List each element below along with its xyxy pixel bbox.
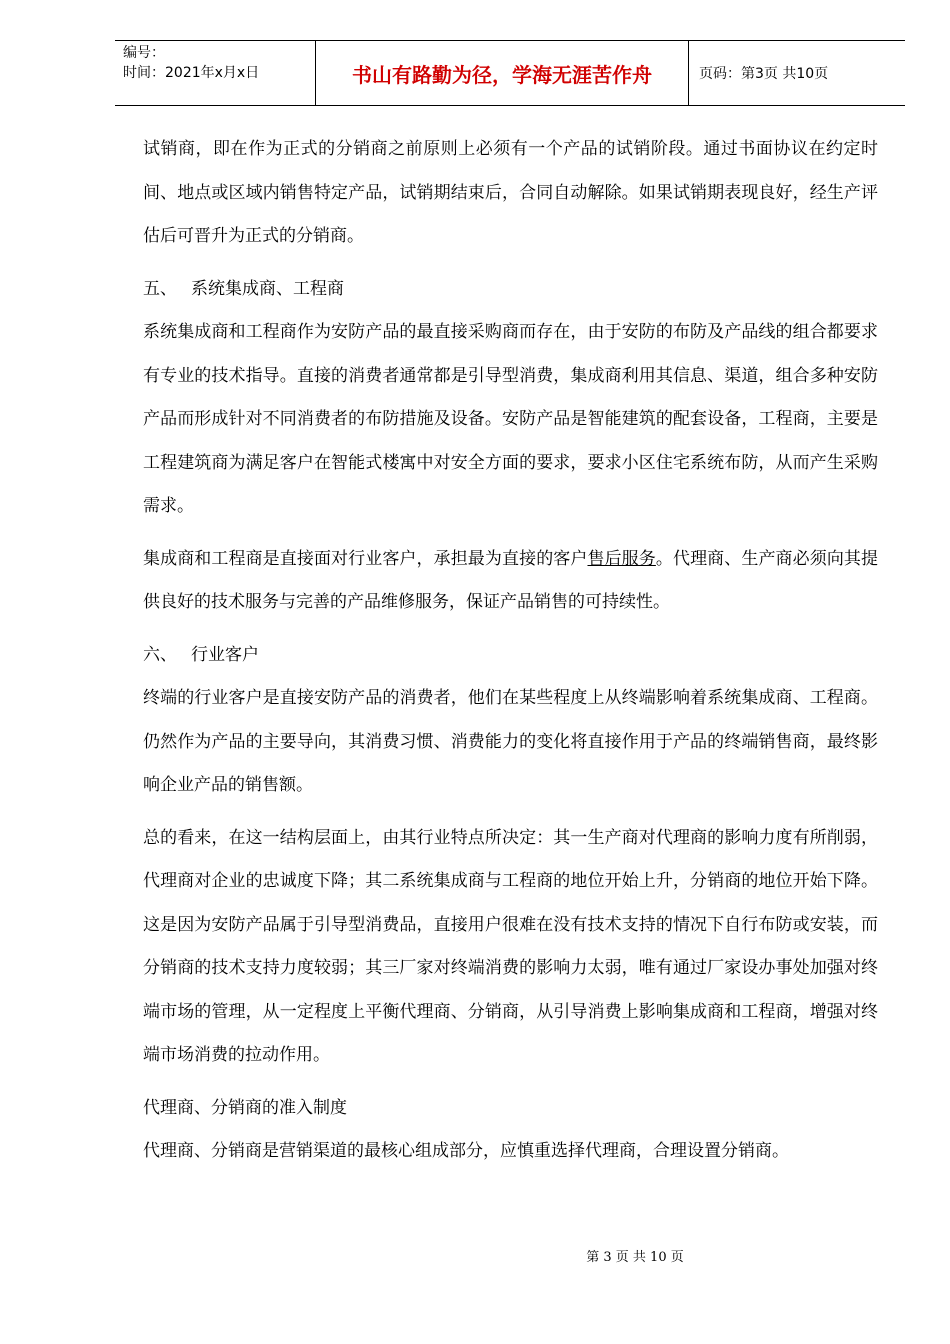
paragraph-text: 集成商和工程商是直接面对行业客户，承担最为直接的客户 bbox=[143, 548, 588, 569]
section-heading-6 bbox=[143, 634, 878, 678]
section-title: 行业客户 bbox=[191, 644, 259, 665]
document-body bbox=[143, 128, 878, 1174]
header-meta bbox=[115, 41, 316, 105]
section-title: 系统集成商、工程商 bbox=[191, 278, 344, 299]
page-header bbox=[115, 40, 905, 106]
paragraph-after-sales bbox=[143, 538, 878, 625]
paragraph-text: 。代理商、生产商必须向其提供良好的技术服务与完善的产品维修服务，保证产品销售的可持续性。 bbox=[143, 548, 879, 612]
section-heading-5 bbox=[143, 268, 878, 312]
section-heading-access: 代理商、分销商的准入制度 bbox=[143, 1097, 347, 1118]
time-label: 时间：2021年x月x日 bbox=[123, 65, 260, 81]
paragraph-access: 代理商、分销商是营销渠道的最核心组成部分，应慎重选择代理商，合理设置分销商。 bbox=[143, 1141, 789, 1161]
after-sales-link[interactable]: 售后服务 bbox=[587, 548, 656, 569]
section-number: 五、 bbox=[143, 278, 177, 299]
paragraph-summary: 总的看来，在这一结构层面上，由其行业特点所决定：其一生产商对代理商的影响力度有所削弱，代理商对企业的忠诚度下降；其二系统集成商与工程商的地位开始上升，分销商的地位开始下降。这是因为安防产品属于引导型消费品，直接用户很难在没有技术支持的情况下自行布防或安装，而分销商的技术支持力度较弱；其三厂家对终端消费的影响力太弱，唯有通过厂家设办事处加强对终端市场的管理，从一定程度上平衡代理商、分销商，从引导消费上影响集成商和工程商，增强对终端市场消费的拉动作用。 bbox=[143, 827, 878, 1065]
paragraph-integrators: 系统集成商和工程商作为安防产品的最直接采购商而存在，由于安防的布防及产品线的组合都要求有专业的技术指导。直接的消费者通常都是引导型消费，集成商利用其信息、渠道，组合多种安防产品而形成针对不同消费者的布防措施及设备。安防产品是智能建筑的配套设备，工程商，主要是工程建筑商为满足客户在智能式楼寓中对安全方面的要求，要求小区住宅系统布防，从而产生采购需求。 bbox=[143, 322, 878, 516]
section-number: 六、 bbox=[143, 644, 177, 665]
header-motto: 书山有路勤为径，学海无涯苦作舟 bbox=[316, 41, 689, 105]
page-footer: 第 3 页 共 10 页 bbox=[586, 1250, 684, 1265]
number-label: 编号： bbox=[123, 45, 165, 61]
paragraph-trial-dealer: 试销商，即在作为正式的分销商之前原则上必须有一个产品的试销阶段。通过书面协议在约定时间、地点或区域内销售特定产品，试销期结束后，合同自动解除。如果试销期表现良好，经生产评估后可晋升为正式的分销商。 bbox=[143, 139, 878, 246]
paragraph-industry-clients: 终端的行业客户是直接安防产品的消费者，他们在某些程度上从终端影响着系统集成商、工程商。仍然作为产品的主要导向，其消费习惯、消费能力的变化将直接作用于产品的终端销售商，最终影响企业产品的销售额。 bbox=[143, 688, 878, 795]
header-page-info: 页码：第3页 共10页 bbox=[699, 66, 829, 82]
